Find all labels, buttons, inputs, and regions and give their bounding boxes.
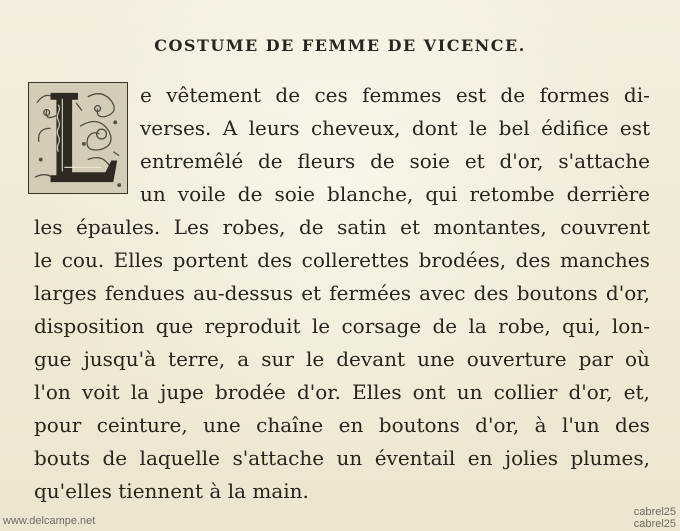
word: ouverture: [466, 347, 567, 371]
word: les: [34, 215, 63, 239]
text-line: [34, 448, 650, 474]
word: avec: [419, 281, 466, 305]
word: à: [534, 413, 547, 437]
word: Elles: [113, 248, 164, 272]
word: portent: [172, 248, 248, 272]
text-line: [34, 415, 650, 441]
word: jupe: [160, 380, 204, 404]
word: collerettes: [301, 248, 410, 272]
word: la: [468, 314, 487, 338]
word: boutons: [516, 281, 598, 305]
word: et: [301, 281, 322, 305]
word: un: [336, 446, 363, 470]
word: le: [305, 347, 325, 371]
word: ceinture,: [96, 413, 188, 437]
text-line: [34, 217, 650, 243]
text-line: [34, 250, 650, 276]
word: fleurs: [297, 149, 356, 173]
word: collier: [493, 380, 558, 404]
word: retombe: [469, 182, 555, 206]
word: la: [130, 380, 150, 404]
word: de: [370, 149, 395, 173]
word: larges: [34, 281, 97, 305]
page-title: COSTUME DE FEMME DE VICENCE.: [154, 36, 526, 55]
word: ont: [412, 380, 446, 404]
word: boutons: [378, 413, 460, 437]
word: bel: [498, 116, 530, 140]
word: manches: [559, 248, 650, 272]
watermark-site: www.delcampe.net: [3, 515, 96, 527]
word: jusqu'à: [83, 347, 157, 371]
word: le: [469, 116, 488, 140]
word: verses.: [140, 116, 212, 140]
text-line: [34, 283, 650, 309]
word: que: [155, 314, 194, 338]
word: cou.: [61, 248, 105, 272]
word: des: [615, 413, 650, 437]
word: femmes: [362, 83, 442, 107]
word: qui: [425, 182, 458, 206]
word: montantes,: [433, 215, 547, 239]
word: le: [34, 248, 53, 272]
word: l'un: [561, 413, 600, 437]
word: une: [417, 347, 455, 371]
word: de: [102, 446, 128, 470]
word: s'attache: [232, 446, 325, 470]
word: le: [311, 314, 331, 338]
text-line: [34, 382, 650, 408]
word: chaîne: [256, 413, 324, 437]
word: Les: [173, 215, 210, 239]
word: gue: [34, 347, 72, 371]
word: épaules.: [75, 215, 161, 239]
word: est: [619, 116, 650, 140]
word: voit: [81, 380, 120, 404]
word: entremêlé: [140, 149, 244, 173]
word: blanche,: [327, 182, 414, 206]
watermark-seller: [634, 506, 676, 530]
word: ces: [314, 83, 348, 107]
word: robe,: [498, 314, 551, 338]
word: fermées: [329, 281, 411, 305]
word: derrière: [566, 182, 650, 206]
text-line: [34, 316, 650, 342]
word: où: [625, 347, 650, 371]
text-line: [34, 349, 650, 375]
word: couvrent: [560, 215, 650, 239]
word: au-dessus: [193, 281, 293, 305]
word: des: [515, 248, 551, 272]
word: et,: [623, 380, 650, 404]
word: dont: [411, 116, 458, 140]
word: e: [140, 83, 152, 107]
word: en: [338, 413, 364, 437]
watermark-seller-line: cabrel25: [633, 506, 676, 518]
word: A: [222, 116, 238, 140]
word: Elles: [352, 380, 402, 404]
word: fendues: [105, 281, 185, 305]
word: formes: [539, 83, 610, 107]
text-line: [140, 151, 650, 177]
word: de: [237, 182, 263, 206]
word: de: [275, 83, 301, 107]
text-line: [140, 184, 650, 210]
word: de: [299, 215, 324, 239]
word: a: [237, 347, 250, 371]
word: des: [473, 281, 509, 305]
word: di-: [623, 83, 650, 107]
word: éventail: [374, 446, 456, 470]
word: robes,: [222, 215, 286, 239]
word: vêtement: [166, 83, 261, 107]
word: pour: [34, 413, 82, 437]
word: brodées,: [418, 248, 507, 272]
word: d'or.: [296, 380, 342, 404]
word: reproduit: [204, 314, 301, 338]
word: leurs: [248, 116, 300, 140]
word: cheveux,: [310, 116, 401, 140]
word: satin: [337, 215, 387, 239]
word: corsage: [341, 314, 422, 338]
word: de: [432, 314, 458, 338]
word: terre,: [168, 347, 226, 371]
word: est: [455, 83, 486, 107]
text-line: [140, 85, 650, 111]
word: lon-: [611, 314, 650, 338]
word: en: [467, 446, 493, 470]
word: l'on: [34, 380, 71, 404]
word: d'or,: [605, 281, 650, 305]
word: de: [257, 149, 283, 173]
word: et: [464, 149, 485, 173]
word: édifice: [541, 116, 609, 140]
word: s'attache: [558, 149, 650, 173]
word: d'or,: [475, 413, 520, 437]
word: qui,: [562, 314, 601, 338]
word: des: [257, 248, 293, 272]
word: soie: [274, 182, 316, 206]
word: d'or,: [499, 149, 544, 173]
word: jolies: [504, 446, 559, 470]
text-line: [140, 118, 650, 144]
word: brodée: [214, 380, 286, 404]
word: d'or,: [568, 380, 613, 404]
word: un: [456, 380, 483, 404]
word: un: [140, 182, 166, 206]
word: et: [400, 215, 420, 239]
word: de: [500, 83, 526, 107]
word: bouts: [34, 446, 91, 470]
word: une: [203, 413, 241, 437]
word: disposition: [34, 314, 145, 338]
word: sur: [261, 347, 294, 371]
text-line: qu'elles tiennent à la main.: [34, 479, 309, 503]
word: voile: [177, 182, 226, 206]
word: soie: [409, 149, 451, 173]
word: devant: [336, 347, 406, 371]
word: plumes,: [570, 446, 650, 470]
word: laquelle: [139, 446, 221, 470]
word: par: [578, 347, 613, 371]
watermark-seller-line: cabrel25: [633, 518, 676, 530]
